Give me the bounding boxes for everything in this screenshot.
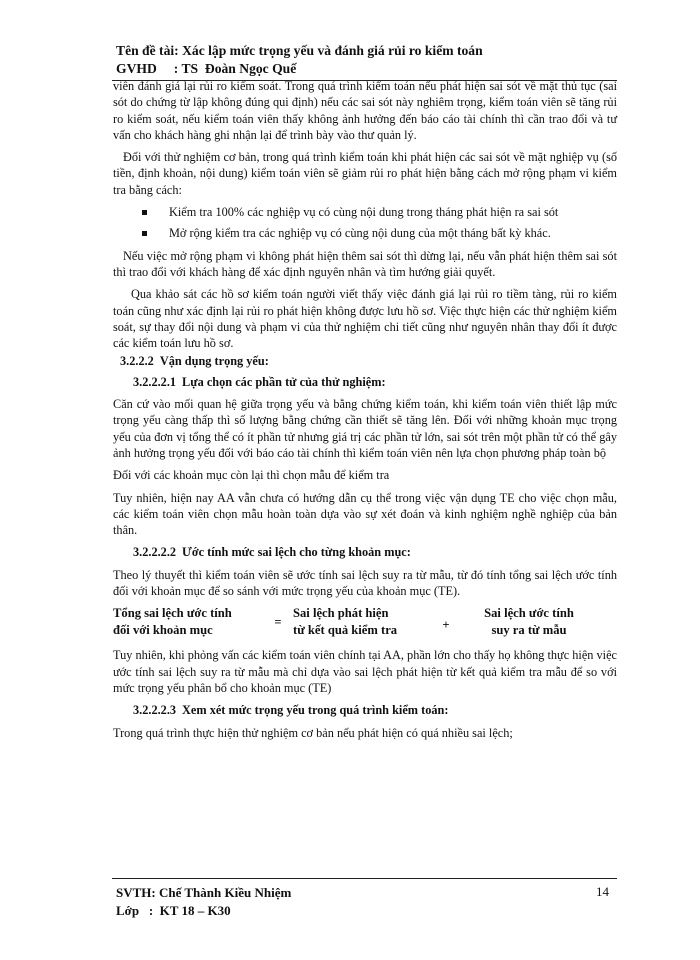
paragraph: Tuy nhiên, khi phỏng vấn các kiểm toán viên chính tại AA, phần lớn cho thấy họ không thực hiện việc ước tính sai lệch suy ra từ mẫu mà chỉ dựa vào sai lệch phát hiện từ kết quả kiểm tra mẫu để so với mức trọng yếu phân bổ cho khoản mục (TE) xyxy=(113,648,617,695)
paragraph: Qua khảo sát các hồ sơ kiểm toán người viết thấy việc đánh giá lại rủi ro tiềm tàng, rủi ro kiểm toán cũng như xác định lại rủi ro phát hiện không được lưu hồ sơ. Việc thực hiện các thử nghiệm kiểm soát, sự thay đổi nội dung và phạm vi của thử nghiệm chi tiết cũng như nguyên nhân thay đổi ít được các kiểm toán lưu hồ sơ. xyxy=(113,287,617,351)
advisor-line: GVHD : TS Đoàn Ngọc Quế xyxy=(116,61,297,76)
equals-sign: = xyxy=(274,615,282,630)
paragraph: Trong quá trình thực hiện thử nghiệm cơ bản nếu phát hiện có quá nhiều sai lệch; xyxy=(113,725,513,740)
formula-text: suy ra từ mẫu xyxy=(491,623,567,638)
topic-title: Tên đề tài: Xác lập mức trọng yếu và đánh giá rủi ro kiểm toán xyxy=(116,43,483,58)
bullet-list xyxy=(113,204,617,242)
formula-text: Sai lệch ước tính xyxy=(484,606,574,621)
section-heading-3222 xyxy=(120,353,617,369)
formula-text: Sai lệch phát hiện xyxy=(293,606,389,621)
error-estimate-formula xyxy=(113,605,617,639)
formula-right-term xyxy=(459,605,599,639)
paragraph: Đối với thử nghiệm cơ bản, trong quá trình kiểm toán khi phát hiện các sai sót về mặt nghiệp vụ (số tiền, định khoản, nội dung) kiểm toán viên sẽ giảm rủi ro phát hiện bằng cách mở rộng phạm vi kiểm tra bằng cách: xyxy=(113,150,617,197)
bullet-item: Mở rộng kiểm tra các nghiệp vụ có cùng nội dung của một tháng bất kỳ khác. xyxy=(169,225,617,241)
section-number: 3.2.2.2.1 xyxy=(133,374,177,389)
section-heading-32221 xyxy=(133,374,617,390)
page-number: 14 xyxy=(596,884,609,899)
formula-text: từ kết quả kiểm tra xyxy=(293,623,398,638)
formula-left-term xyxy=(113,605,263,639)
section-number: 3.2.2.2.3 xyxy=(133,703,177,718)
paragraph: viên đánh giá lại rủi ro kiểm soát. Trong quá trình kiểm toán nếu phát hiện sai sót về mặt thủ tục (sai sót do chứng từ lập không đúng qui định) nếu các sai sót này nghiêm trọng, kiểm toán viên sẽ tăng rủi ro kiểm soát, nếu kiểm toán viên thấy không ảnh hưởng đến báo cáo tài chính thì cần trao đổi và tư vấn cho khách hàng ghi nhận lại để trình bày vào thư quản lý. xyxy=(113,79,617,142)
student-line: SVTH: Chế Thành Kiều Nhiệm xyxy=(116,885,292,900)
paragraph: Đối với các khoản mục còn lại thì chọn mẫu để kiểm tra xyxy=(113,468,390,483)
section-number: 3.2.2.2.2 xyxy=(133,545,177,560)
paragraph: Tuy nhiên, hiện nay AA vẫn chưa có hướng dẫn cụ thể trong việc vận dụng TE cho việc chọn mẫu, các kiểm toán viên chọn mẫu hoàn toàn dựa vào sự xét đoán và kinh nghiệm nghề nghiệp của bản thân. xyxy=(113,490,617,538)
section-title: Xem xét mức trọng yếu trong quá trình kiểm toán: xyxy=(182,703,449,718)
section-number: 3.2.2.2 xyxy=(120,354,154,369)
formula-text: đối với khoản mục xyxy=(113,623,213,638)
bullet-item: Kiểm tra 100% các nghiệp vụ có cùng nội dung trong tháng phát hiện ra sai sót xyxy=(169,204,617,220)
page-content xyxy=(113,78,617,747)
footer-divider xyxy=(112,878,617,879)
page-footer xyxy=(116,884,496,920)
section-title: Ước tính mức sai lệch cho từng khoản mục: xyxy=(182,545,411,560)
formula-middle-term xyxy=(293,605,433,639)
paragraph: Theo lý thuyết thì kiểm toán viên sẽ ước tính sai lệch suy ra từ mẫu, từ đó tính tổng sai lệch ước tính đối với khoản mục để so sánh với mức trọng yếu của khoản mục (TE). xyxy=(113,567,617,599)
class-line: Lớp : KT 18 – K30 xyxy=(116,903,231,918)
formula-text: Tổng sai lệch ước tính xyxy=(113,606,232,621)
plus-sign: + xyxy=(442,618,450,633)
section-heading-32222 xyxy=(133,544,617,560)
paragraph: Nếu việc mở rộng phạm vi không phát hiện thêm sai sót thì dừng lại, nếu vẫn phát hiện thêm sai sót thì trao đổi với khách hàng để xác định nguyên nhân và tìm hướng giải quyết. xyxy=(113,248,617,279)
page-header xyxy=(116,42,614,78)
section-title: Lựa chọn các phần tử của thử nghiệm: xyxy=(182,374,386,389)
section-title: Vận dụng trọng yếu: xyxy=(159,354,269,369)
paragraph: Căn cứ vào mối quan hệ giữa trọng yếu và bằng chứng kiểm toán, khi kiểm toán viên thiết lập mức trọng yếu càng thấp thì số lượng bằng chứng cần thiết sẽ tăng lên. Đối với những khoản mục trọng yếu của đơn vị tổng thể có ít phần tử nhưng giá trị các phần tử lớn, sai sót trên một phần tử có thể gây ảnh hưởng trọng yếu đối với báo cáo tài chính thì kiểm toán viên nên lựa chọn phương pháp toàn bộ xyxy=(113,397,617,460)
section-heading-32223 xyxy=(133,702,617,718)
